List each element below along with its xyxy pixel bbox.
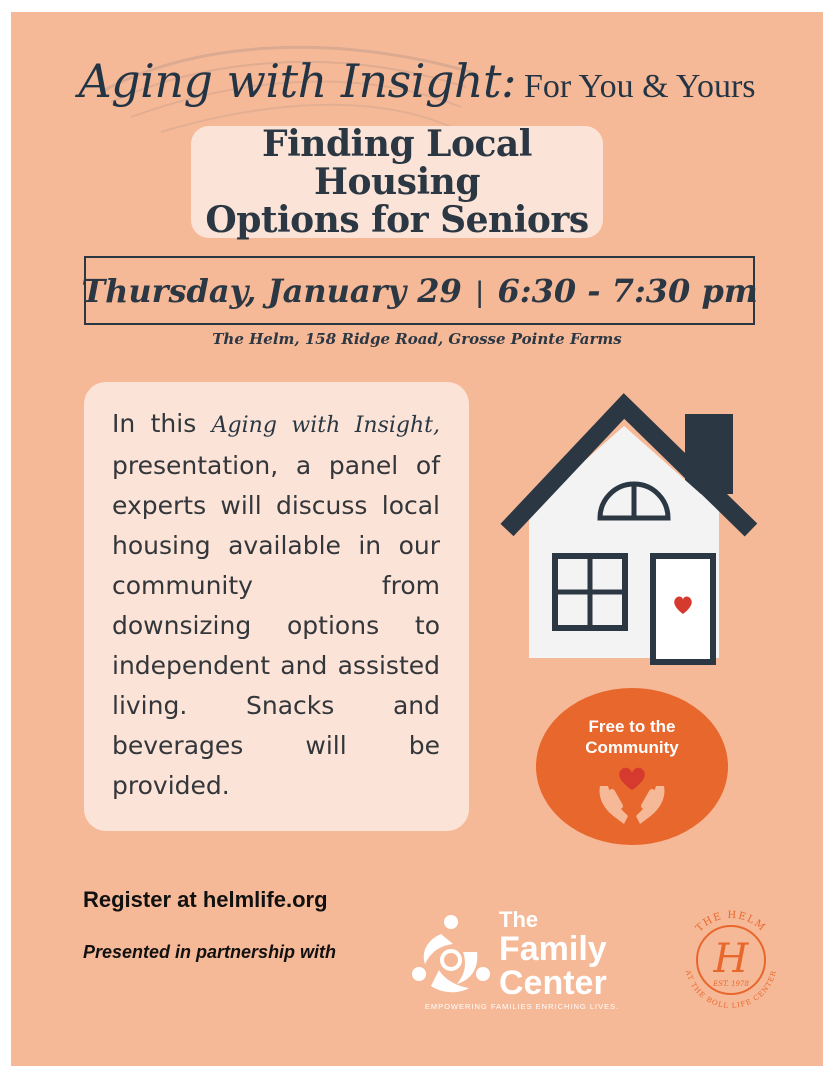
svg-text:AT THE BOLL LIFE CENTER: AT THE BOLL LIFE CENTER: [683, 969, 779, 1011]
badge-line-1: Free to the: [588, 717, 676, 736]
svg-text:H: H: [713, 936, 749, 982]
session-subtitle: [191, 125, 603, 239]
description-body: presentation, a panel of experts will discuss local housing available in our community from downsizing options to independent and assisted living. Snacks and beverages will be provided.: [112, 451, 440, 800]
family-center-the: The: [499, 907, 539, 932]
description-panel: [84, 382, 469, 831]
subtitle-line-2: Options for Seniors: [205, 199, 589, 241]
family-center-logo: [407, 908, 637, 1018]
heart-hands-icon: [592, 762, 672, 826]
free-to-community-badge: [536, 688, 728, 845]
subtitle-line-1: Finding Local Housing: [262, 123, 532, 203]
program-script-title: Aging with Insight:: [78, 54, 517, 108]
partnership-text: Presented in partnership with: [83, 942, 337, 962]
title-tagline: For You & Yours: [524, 68, 756, 105]
flyer: [11, 12, 823, 1066]
helm-logo: [671, 900, 791, 1020]
family-center-line-1: Family: [499, 930, 607, 968]
date-separator: |: [475, 275, 484, 309]
event-date: Thursday, January 29: [81, 271, 462, 310]
badge-line-2: Community: [585, 738, 679, 757]
subtitle-panel: [191, 123, 603, 241]
event-title: [11, 54, 823, 108]
svg-text:EST. 1978: EST. 1978: [713, 980, 749, 988]
date-time-box: [81, 256, 758, 325]
house-illustration: [489, 380, 759, 670]
description-program-name: Aging with Insight,: [211, 413, 440, 438]
description-lead: In this: [112, 409, 197, 438]
event-description: [112, 404, 440, 806]
family-center-name: [499, 908, 639, 1000]
event-location: The Helm, 158 Ridge Road, Grosse Pointe Farms: [212, 330, 622, 348]
svg-text:THE HELM: THE HELM: [694, 909, 768, 935]
family-center-logo-mark: [407, 912, 495, 1000]
event-time: 6:30 - 7:30 pm: [497, 271, 758, 310]
family-center-line-2: Center: [499, 964, 607, 1002]
family-center-tagline: EMPOWERING FAMILIES ENRICHING LIVES.: [424, 1002, 620, 1011]
register-text: Register at helmlife.org: [83, 887, 328, 912]
